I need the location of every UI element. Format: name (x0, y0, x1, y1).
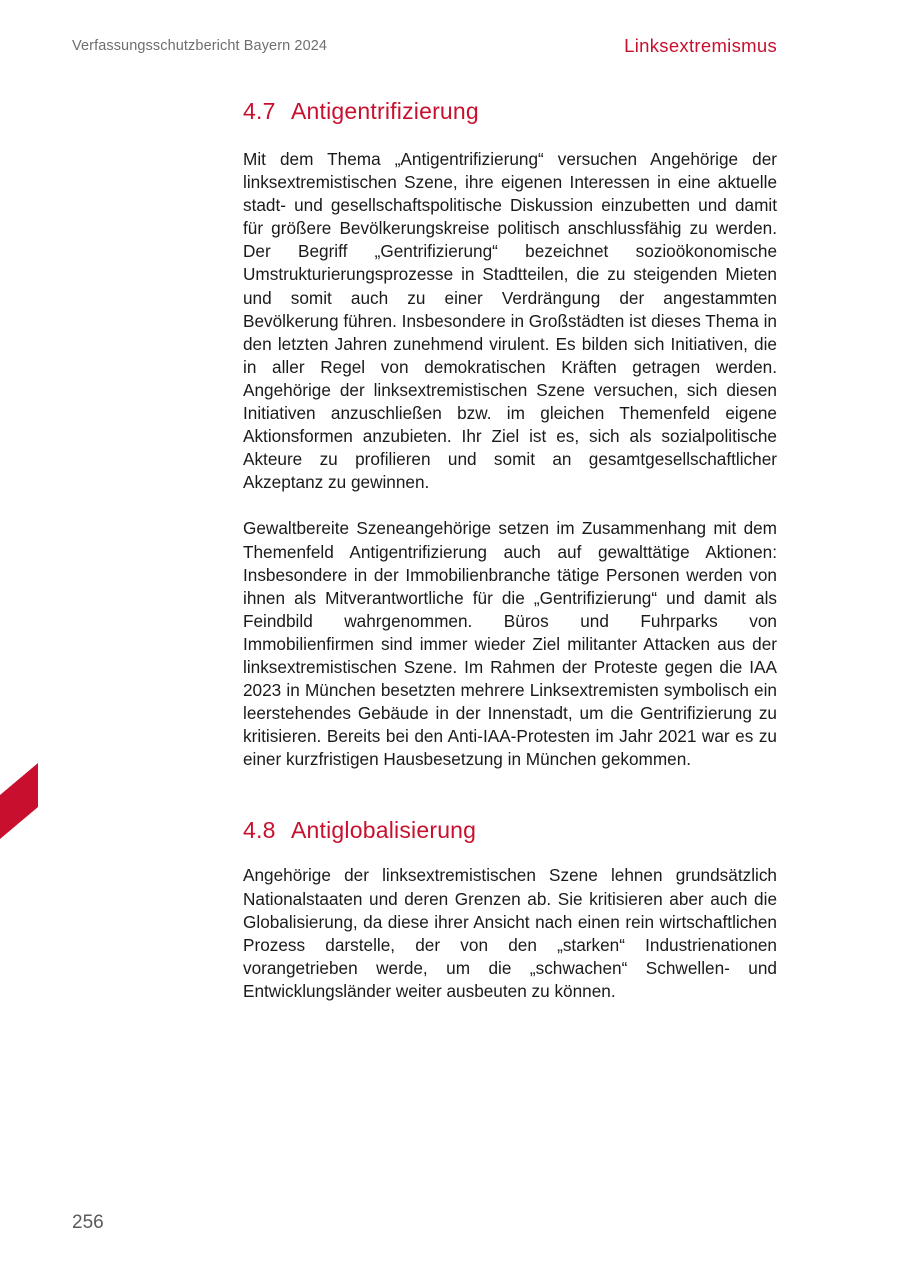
section-number: 4.7 (243, 98, 276, 124)
section-title: Antiglobalisierung (291, 817, 477, 844)
running-head-chapter: Linksextremismus (624, 35, 777, 56)
main-content (243, 94, 777, 1003)
paragraph-antiglobalisierung-1: Angehörige der linksextremistischen Szene lehnen grundsätzlich Nationalstaaten und deren Grenzen ab. Sie kritisieren aber auch die Globalisierung, da diese ihrer Ansicht nach einen rein wirtschaftlichen Prozess darstelle, der von den „starken“ Industrienationen vorangetrieben werde, um die „schwachen“ Schwellen- und Entwicklungsländer weiter ausbeuten zu können. (243, 865, 777, 1001)
page-number: 256 (72, 1212, 104, 1233)
section-number: 4.8 (243, 817, 276, 844)
paragraph-antigentrifizierung-1: Mit dem Thema „Antigentrifizierung“ versuchen Angehörige der linksextremistischen Szene, ihre eigenen Interessen in eine aktuelle stadt- und gesellschaftspolitische Diskussion einzubetten und damit für größere Bevölkerungskreise politisch anschlussfähig zu werden. Der Begriff „Gentrifizierung“ bezeichnet sozioökonomische Umstrukturierungsprozesse in Stadtteilen, die zu steigenden Mieten und somit auch zu einer Verdrängung der angestammten Bevölkerung führen. Insbesondere in Großstädten ist dieses Thema in den letzten Jahren zunehmend virulent. Es bilden sich Initiativen, die in aller Regel von demokratischen Kräften getragen werden. Angehörige der linksextremistischen Szene versuchen, sich diesen Initiativen anzuschließen bzw. im gleichen Themenfeld eigene Aktionsformen anzubieten. Ihr Ziel ist es, sich als sozialpolitische Akteure zu profilieren und somit an gesamtgesellschaftlicher Akzeptanz zu gewinnen. (243, 149, 777, 493)
section-heading-antiglobalisierung (243, 813, 777, 847)
chapter-edge-marker (0, 763, 38, 839)
running-head-publication: Verfassungsschutzbericht Bayern 2024 (72, 38, 328, 54)
section-heading-antigentrifizierung (243, 94, 777, 128)
section-title: Antigentrifizierung (291, 98, 479, 124)
paragraph-antigentrifizierung-2: Gewaltbereite Szeneangehörige setzen im Zusammenhang mit dem Themenfeld Antigentrifizierung auch auf gewalttätige Aktionen: Insbesondere in der Immobilienbranche tätige Personen werden von ihnen als Mitverantwortliche für die „Gentrifizierung“ und damit als Feindbild wahrgenommen. Büros und Fuhrparks von Immobilienfirmen sind immer wieder Ziel militanter Attacken aus der linksextremistischen Szene. Im Rahmen der Proteste gegen die IAA 2023 in München besetzten mehrere Linksextremisten symbolisch ein leerstehendes Gebäude in der Innenstadt, um die Gentrifizierung zu kritisieren. Bereits bei den Anti-IAA-Protesten im Jahr 2021 war es zu einer kurzfristigen Hausbesetzung in München gekommen. (243, 518, 777, 770)
